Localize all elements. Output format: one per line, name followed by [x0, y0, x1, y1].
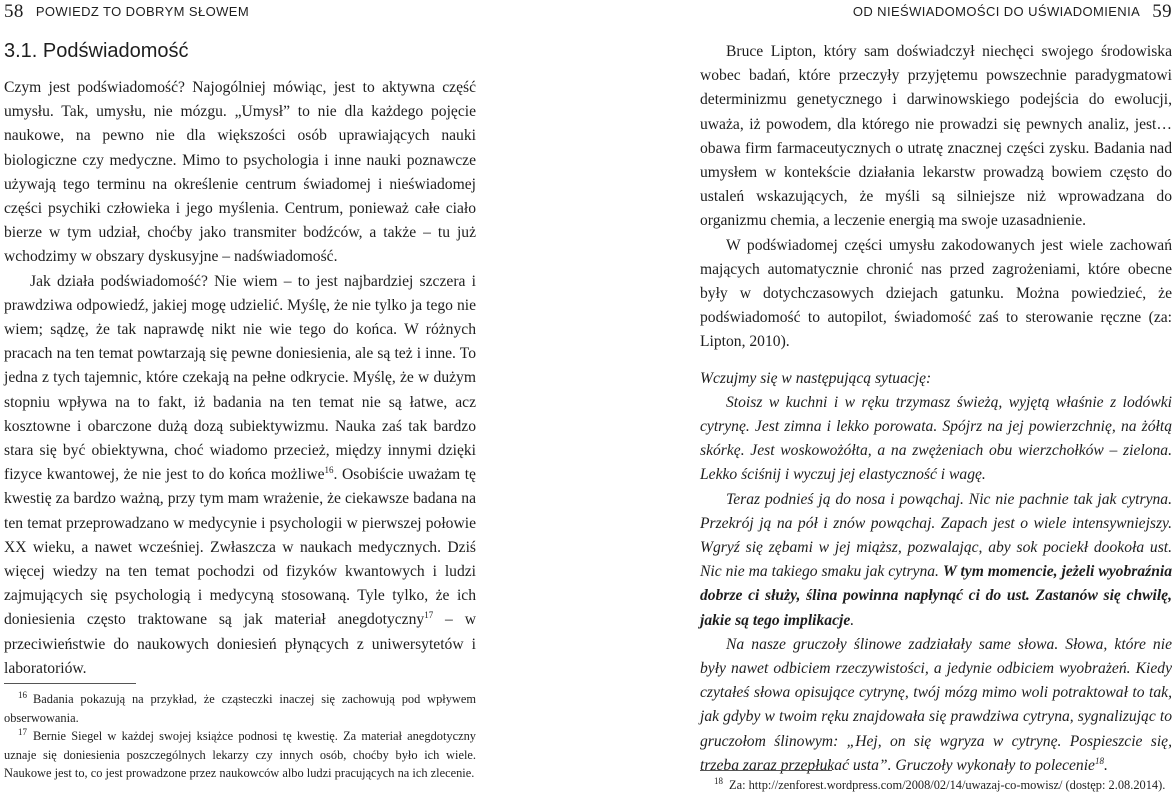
footnote — [4, 727, 476, 783]
right-page — [588, 0, 1176, 800]
exercise-emphasis: W tym momencie, jeżeli wyobraźnia dobrze ci służy, ślina powinna napłynąć ci do ust. Zastanów się chwilę, jakie są tego implikacje — [700, 563, 1172, 629]
exercise-paragraph — [700, 488, 1172, 633]
exercise-intro: Wczujmy się w następującą sytuację: — [700, 369, 932, 387]
exercise-text: . — [1103, 756, 1108, 774]
left-footnotes — [4, 690, 476, 783]
left-page-number: 58 — [4, 1, 24, 22]
exercise-text: Teraz podnieś ją do nosa i powąchaj. Nic nie pachnie tak jak cytryna. Przekrój ją na pół i znów powąchaj. Zapach jest o wiele intensywniejszy. Wgryź się zębami w jej miąższ, pozwalając, aby sok pociekł dookoła ust. Nic nie ma takiego smaku jak cytryna. — [700, 490, 1172, 581]
footnote-ref-16[interactable]: 16 — [324, 465, 334, 476]
left-body-text — [4, 76, 476, 681]
left-paragraph: Czym jest podświadomość? Najogólniej mówiąc, jest to aktywna część umysłu. Tak, umysłu, nie mózgu. „Umysł” to nie dla każdego pojęcie naukowe, na pewno nie dla większości osób uprawiających nauki biologiczne czy medyczne. Mimo to psychologia i inne nauki poznawcze używają tego terminu na określenie centrum świadomej i nieświadomej części psychiki człowieka i jego myślenia. Centrum, ponieważ całe ciało bierze w tym udział, choćby jako transmiter bodźców, a także – tu już wchodzimy w obszary dyskusyjne – nadświadomość. — [4, 79, 476, 266]
right-paragraph: Bruce Lipton, który sam doświadczył niechęci swojego środowiska wobec badań, które przeczyły przyjętemu powszechnie paradygmatowi determinizmu genetycznego i darwinowskiego podejścia do ewolucji, uważa, iż powodem, dla którego nie prowadzi się pewnych analiz, jest… obawa firm farmaceutycznych o utratę znacznej części zysku. Badania nad umysłem w kontekście działania lekarstw prowadzą bowiem często do ustaleń wskazujących, że myśli są silniejsze niż wprowadzana do organizmu chemia, a leczenie energią ma swoje uzasadnienie. — [700, 43, 1172, 230]
exercise-text: Na nasze gruczoły ślinowe zadziałały same słowa. Słowa, które nie były nawet odbiciem rzeczywistości, a jedynie odbiciem wyobrażeń. Kiedy czytałeś słowa opisujące cytrynę, twój mózg mimo woli potraktował to tak, jak gdyby w twoim ręku znajdowała się prawdziwa cytryna, sygnalizując to gruczołom ślinowym: „Hej, on się wgryza w cytrynę. Pospieszcie się, trzeba zaraz przepłukać usta”. Gruczoły wykonały to polecenie — [700, 635, 1172, 774]
right-paragraph: W podświadomej części umysłu zakodowanych jest wiele zachowań mających automatycznie chronić nas przed zagrożeniami, które obecne były w dotychczasowych dziejach gatunku. Można powiedzieć, że podświadomość to autopilot, świadomość zaś to sterowanie ręczne (za: Lipton, 2010). — [700, 236, 1172, 351]
footnote-number: 16 — [18, 689, 27, 700]
footnote-text: Badania pokazują na przykład, że cząsteczki inaczej się zachowują pod wpływem obserwowania. — [4, 692, 476, 725]
left-paragraph — [4, 270, 476, 681]
footnote-text: Bernie Siegel w każdej swojej książce podnosi tę kwestię. Za materiał anegdotyczny uznaje się doniesienia poszczególnych lekarzy czy innych osób, choćby było ich wiele. Naukowe jest to, co jest prowadzone przez naukowców albo ludzi pracujących na ich zlecenie. — [4, 729, 476, 780]
footnote-ref-17[interactable]: 17 — [424, 610, 434, 621]
footnote-ref-18[interactable]: 18 — [1094, 755, 1104, 766]
exercise-paragraph: Stoisz w kuchni i w ręku trzymasz świeżą, wyjętą właśnie z lodówki cytrynę. Jest zimna i lekko porowata. Spójrz na jej powierzchnię, na żółtą skórkę. Jest woskowożółta, a na zwężeniach obu wierzchołków – zielona. Lekko ściśnij i wyczuj jej elastyczność i wagę. — [700, 393, 1172, 484]
footnote-number: 18 — [714, 775, 723, 786]
footnote — [4, 690, 476, 727]
exercise-text: . — [850, 611, 855, 629]
left-running-head — [4, 0, 249, 24]
paragraph-text: . Osobiście uważam tę kwestię za bardzo ważną, przy tym mam wrażenie, że ciekawsze badana na ten temat przeprowadzano w medycynie i psychologii w pierwszej połowie XX wieku, a nawet wcześniej. Zwłaszcza w naukach medycznych. Dziś więcej wiedzy na ten temat pochodzi od fizyków kwantowych i ludzi zajmujących się psychologią i medycyną stosowaną. Tyle tylko, że ich doniesienia często traktowane są jak materiał anegdotyczny — [4, 466, 476, 629]
right-running-head — [853, 0, 1172, 24]
left-running-head-title: POWIEDZ TO DOBRYM SŁOWEM — [35, 4, 250, 19]
paragraph-text: – w przeciwieństwie do naukowych doniesień płynących z uniwersytetów i laboratoriów. — [4, 611, 476, 677]
footnote-text: Za: http://zenforest.wordpress.com/2008/02/14/uwazaj-co-mowisz/ (dostęp: 2.08.2014). — [729, 778, 1166, 792]
right-body-text — [700, 40, 1172, 778]
exercise-paragraph — [700, 633, 1172, 778]
right-running-head-title: OD NIEŚWIADOMOŚCI DO UŚWIADOMIENIA — [852, 4, 1141, 19]
footnote-number: 17 — [18, 726, 27, 737]
right-footnotes — [700, 776, 1172, 795]
footnote — [700, 776, 1172, 795]
section-title: 3.1. Podświadomość — [4, 40, 189, 62]
footnote-divider — [4, 683, 136, 684]
footnote-divider — [700, 770, 832, 771]
exercise-block — [700, 367, 1172, 778]
right-page-number: 59 — [1152, 1, 1172, 22]
paragraph-text: Jak działa podświadomość? Nie wiem – to jest najbardziej szczera i prawdziwa odpowiedź, jakiej mogę udzielić. Myślę, że nie tylko ja tego nie wiem; sądzę, że tak naprawdę nikt nie wie tego do końca. W różnych pracach na ten temat powtarzają się pewne doniesienia, ale są też i inne. To jedna z tych tajemnic, które czekają na pełne odkrycie. Myślę, że w dużym stopniu wpływa na to fakt, iż badania na ten temat nie są łatwe, acz kosztowne i obarczone dużą dozą subiektywizmu. Nauka zaś tak bardzo stara się być obiektywna, choć wiadomo przecież, między innymi dzięki fizyce kwantowej, że nie jest to do końca możliwe — [4, 272, 476, 484]
